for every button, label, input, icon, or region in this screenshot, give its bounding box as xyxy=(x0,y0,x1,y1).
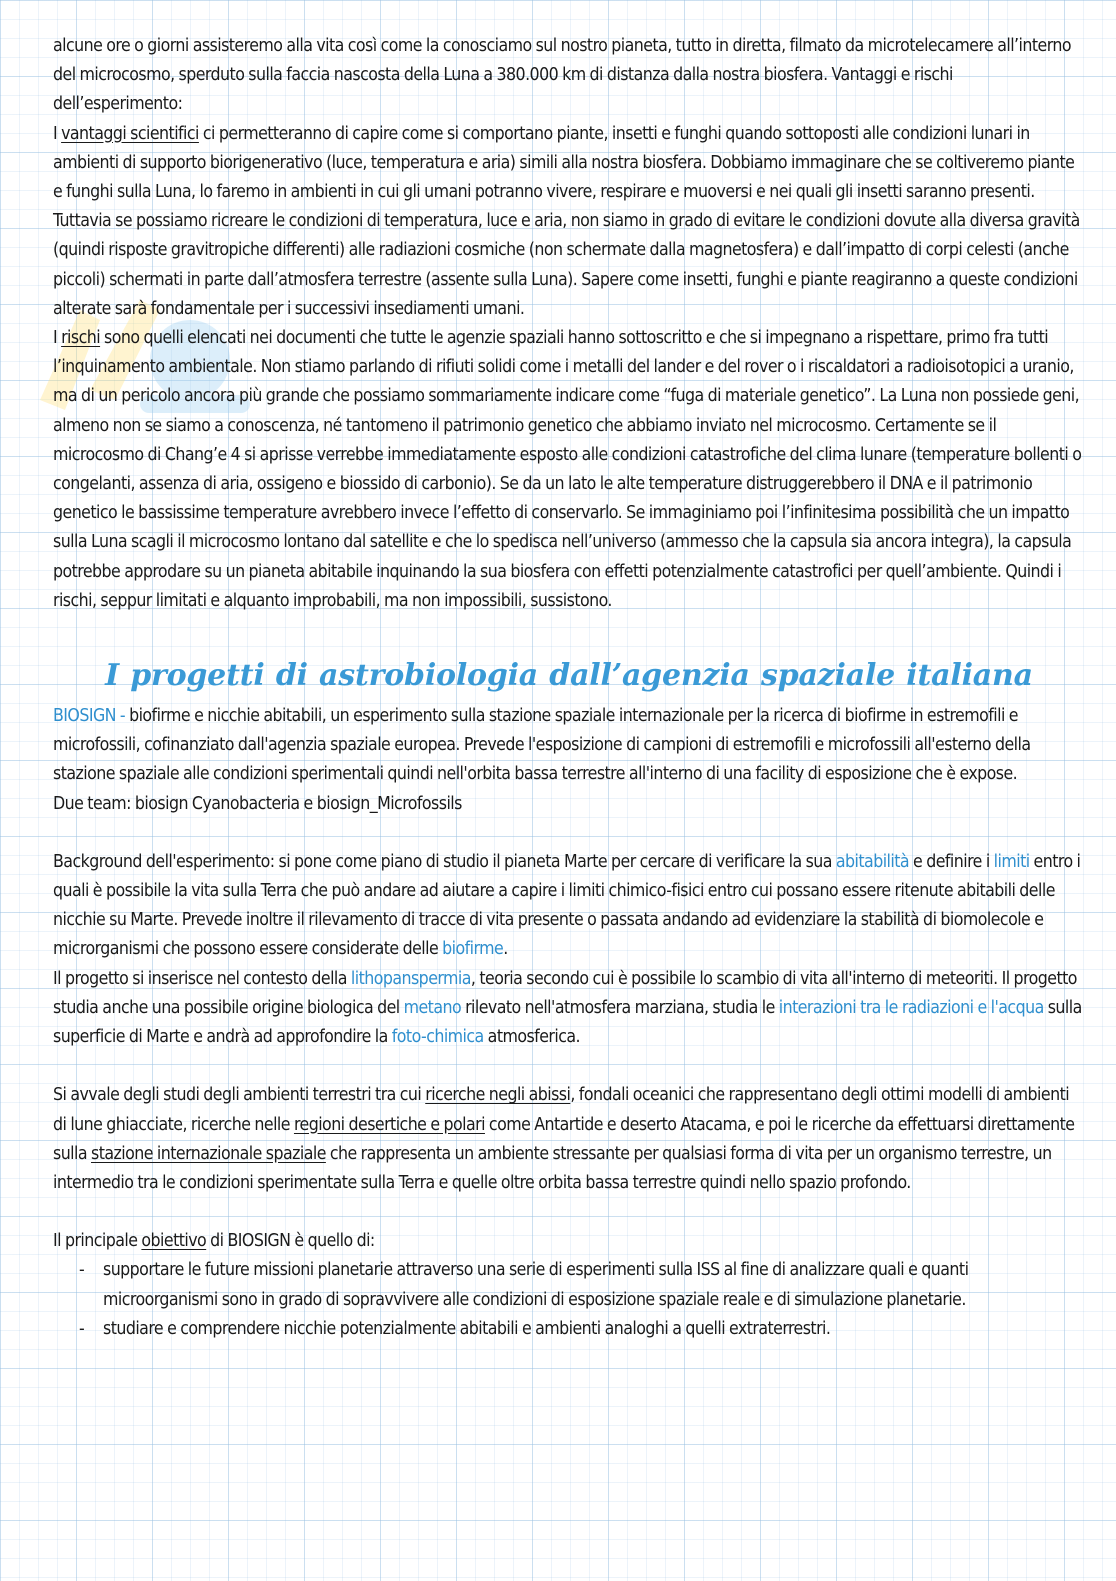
biosign-label: BIOSIGN - xyxy=(53,706,126,727)
highlight-interazioni: interazioni tra le radiazioni e l'acqua xyxy=(778,997,1044,1018)
text-run: Il principale xyxy=(53,1231,142,1252)
text-run: Background dell'esperimento: si pone come piano di studio il pianeta Marte per cercare di verificare la sua xyxy=(53,851,836,872)
underlined-term-stazione: stazione internazionale spaziale xyxy=(91,1143,326,1164)
environments-paragraph xyxy=(53,1081,1085,1198)
underlined-term-vantaggi: vantaggi scientifici xyxy=(61,123,199,144)
text-run: rilevato nell'atmosfera marziana, studia le xyxy=(461,997,779,1018)
text-run: , teoria secondo cui è possibile lo scambio di vita all'interno di meteoriti. Il progetto studia anche una possibile origine biologica del xyxy=(53,968,1077,1018)
text-run: come Antartide e deserto Atacama, e poi le ricerche da effettuarsi direttamente sulla xyxy=(53,1114,1075,1164)
text-run: . xyxy=(503,939,508,960)
highlight-limiti: limiti xyxy=(993,851,1030,872)
highlight-biofirme: biofirme xyxy=(442,939,504,960)
document-page xyxy=(53,32,1085,1344)
section-title: I progetti di astrobiologia dall’agenzia spaziale italiana xyxy=(105,658,1033,694)
text-run: sono quelli elencati nei documenti che tutte le agenzie spaziali hanno sottoscritto e che si impegnano a rispettare, primo fra tutti l’inquinamento ambientale. Non stiamo parlando di rifiuti solidi come i metalli del lander e del rover o i riscaldatori a radioisotopici a uranio, ma di un pericolo ancora più grande che possiamo sommariamente indicare come “fuga di materiale genetico”. La Luna non possiede geni, almeno non se siamo a conoscenza, né tantomeno il patrimonio genetico che abbiamo inviato nel microcosmo. Certamente se il microcosmo di Chang’e 4 si aprisse verrebbe immediatamente esposto alle condizioni catastrofiche del clima lunare (temperature bollenti o congelanti, assenza di aria, ossigeno e biossido di carbonio). Se da un lato le alte temperature distruggerebbero il DNA e il patrimonio genetico le bassissime temperature avrebbero invece l’effetto di conservarlo. Se immaginiamo poi l’infinitesima possibilità che un impatto sulla Luna scagli il microcosmo lontano dal satellite e che lo spedisca nell’universo (ammesso che la capsula sia ancora integra), la capsula potrebbe approdare su un pianeta abitabile inquinando la sua biosfera con effetti potenzialmente catastrofici per quell’ambiente. Quindi i rischi, seppur limitati e alquanto improbabili, ma non impossibili, sussistono. xyxy=(53,328,1082,611)
paragraph-gap xyxy=(53,819,1085,848)
objective-intro xyxy=(53,1227,1085,1256)
paragraph-gap xyxy=(53,1198,1085,1227)
teams-line: Due team: biosign Cyanobacteria e biosign_Microfossils xyxy=(53,793,462,814)
background-paragraph xyxy=(53,848,1085,965)
list-item: - supportare le future missioni planetarie attraverso una serie di esperimenti sulla ISS al fine di analizzare quali e quanti microorganismi sono in grado di sopravvivere alle condizioni di esposizione spaziale reale e di simulazione planetarie. xyxy=(103,1256,1085,1314)
text-run: , fondali oceanici che rappresentano degli ottimi modelli di ambienti di lune ghiacciate, ricerche nelle xyxy=(53,1085,1070,1135)
highlight-lithopanspermia: lithopanspermia xyxy=(350,968,471,989)
text-run: Il progetto si inserisce nel contesto della xyxy=(53,968,351,989)
biosign-paragraph xyxy=(53,702,1085,790)
text-run: ci permetteranno di capire come si comportano piante, insetti e funghi quando sottoposti alle condizioni lunari in ambienti di supporto biorigenerativo (luce, temperatura e aria) simili alla nostra biosfera. Dobbiamo immaginare che se coltiveremo piante e funghi sulla Luna, lo faremo in ambienti in cui gli umani potranno vivere, respirare e muoversi e nei quali gli insetti saranno presenti. Tuttavia se possiamo ricreare le condizioni di temperatura, luce e aria, non siamo in grado di evitare le condizioni dovute alla diversa gravità (quindi risposte gravitropiche differenti) alle radiazioni cosmiche (non schermate dalla magnetosfera) e dall’impatto di corpi celesti (anche piccoli) schermati in parte dall’atmosfera terrestre (assente sulla Luna). Sapere come insetti, funghi e piante reagiranno a queste condizioni alterate sarà fondamentale per i successivi insediamenti umani. xyxy=(53,123,1080,319)
intro-paragraph-advantages xyxy=(53,120,1085,324)
highlight-abitabilita: abitabilità xyxy=(835,851,910,872)
list-item: - studiare e comprendere nicchie potenzialmente abitabili e ambienti analoghi a quelli extraterrestri. xyxy=(103,1315,1085,1344)
intro-paragraph-1: alcune ore o giorni assisteremo alla vita così come la conosciamo sul nostro pianeta, tutto in diretta, filmato da microtelecamere all’interno del microcosmo, sperduto sulla faccia nascosta della Luna a 380.000 km di distanza dalla nostra biosfera. Vantaggi e rischi dell’esperimento: xyxy=(53,36,1071,115)
text-run: che rappresenta un ambiente stressante per qualsiasi forma di vita per un organismo terrestre, un intermedio tra le condizioni sperimentate sulla Terra e quelle oltre orbita bassa terrestre quindi nello spazio profondo. xyxy=(53,1143,1052,1193)
underlined-term-obiettivo: obiettivo xyxy=(141,1231,207,1252)
intro-paragraph-risks xyxy=(53,324,1085,616)
text-run: entro i quali è possibile la vita sulla Terra che può andare ad aiutare a capire i limiti chimico-fisici entro cui possano essere ritenute abitabili delle nicchie su Marte. Prevede inoltre il rilevamento di tracce di vita presente o passata andando ad evidenziare la stabilità di biomolecole e microrganismi che possono essere considerate delle xyxy=(53,851,1081,960)
highlight-metano: metano xyxy=(403,997,462,1018)
highlight-foto-chimica: foto-chimica xyxy=(391,1027,484,1048)
text-run: I xyxy=(53,123,62,144)
underlined-term-abissi: ricerche negli abissi xyxy=(425,1085,571,1106)
underlined-term-rischi: rischi xyxy=(61,328,101,349)
text-run: biofirme e nicchie abitabili, un esperimento sulla stazione spaziale internazionale per la ricerca di biofirme in estremofili e microfossili, cofinanziato dall'agenzia spaziale europea. Prevede l'esposizione di campioni di estremofili e microfossili all'esterno della stazione spaziale alle condizioni sperimentali quindi nell'orbita bassa terrestre all'interno di una facility di esposizione che è expose. xyxy=(53,706,1031,785)
text-run: atmosferica. xyxy=(483,1027,580,1048)
underlined-term-regioni: regioni desertiche e polari xyxy=(293,1114,485,1135)
text-run: I xyxy=(53,328,62,349)
text-run: Si avvale degli studi degli ambienti terrestri tra cui xyxy=(53,1085,426,1106)
objectives-list xyxy=(53,1256,1085,1344)
context-paragraph xyxy=(53,965,1085,1053)
text-run: di BIOSIGN è quello di: xyxy=(206,1231,375,1252)
text-run: sulla superficie di Marte e andrà ad approfondire la xyxy=(53,997,1082,1048)
text-run: e definire i xyxy=(909,851,994,872)
paragraph-gap xyxy=(53,1052,1085,1081)
